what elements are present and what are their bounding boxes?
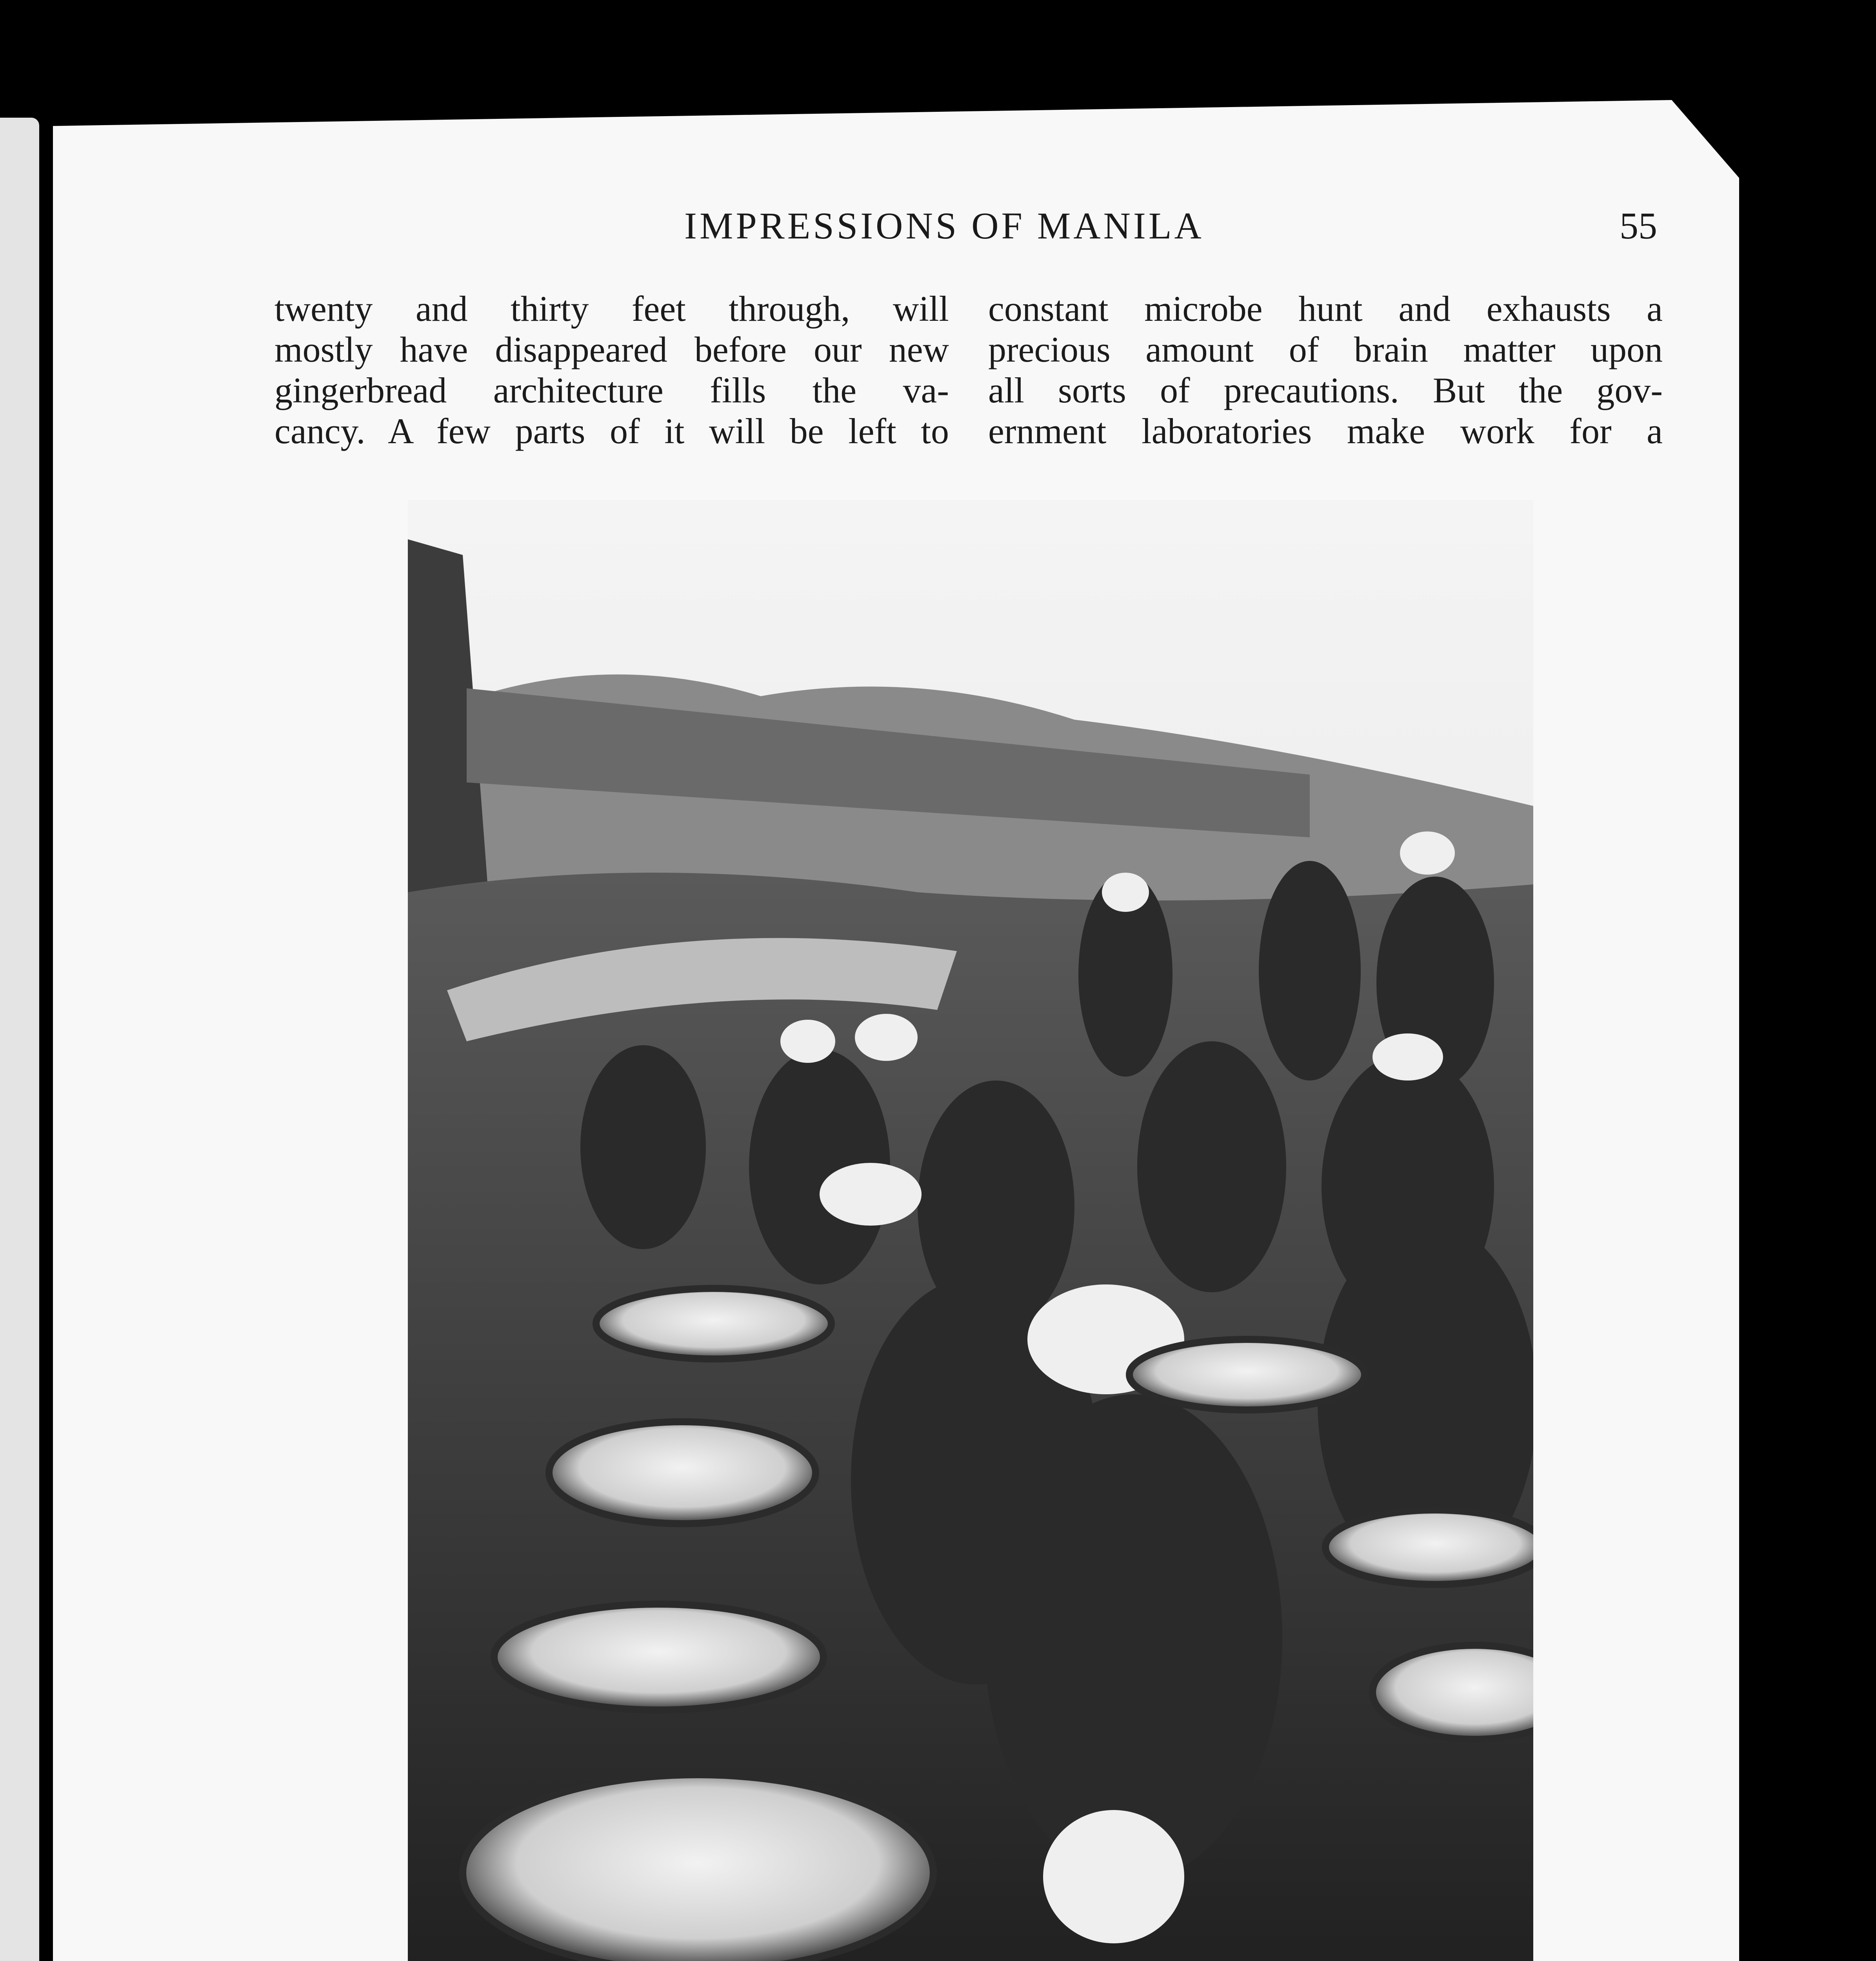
fish-market-photograph: [408, 500, 1533, 1961]
page-number: 55: [1620, 205, 1657, 247]
text-line: mostly have disappeared before our new: [274, 329, 949, 369]
text-line: ernment laboratories make work for a: [988, 411, 1663, 451]
running-head: [0, 204, 1876, 259]
text-column-top-right: [988, 288, 1663, 451]
text-line: cancy. A few parts of it will be left to: [274, 411, 949, 451]
text-line: twenty and thirty feet through, will: [274, 289, 949, 329]
text-line: all sorts of precautions. But the gov-: [988, 370, 1663, 410]
text-line: precious amount of brain matter upon: [988, 329, 1663, 369]
running-title: IMPRESSIONS OF MANILA: [684, 205, 1204, 247]
facing-page-edge: [0, 118, 39, 1961]
text-column-top-left: [274, 288, 949, 451]
text-line: constant microbe hunt and exhausts a: [988, 289, 1663, 329]
text-line: gingerbread architecture fills the va-: [274, 370, 949, 410]
